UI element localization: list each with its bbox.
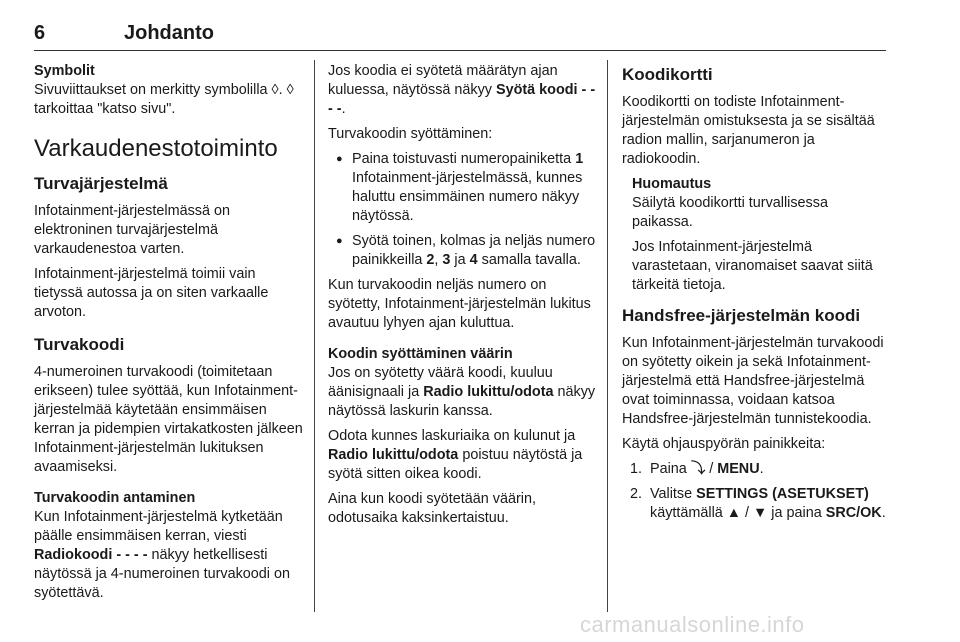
watermark: carmanualsonline.info <box>580 612 805 637</box>
security-paragraph-2: Infotainment-järjestelmä toimii vain tietyssä autossa ja on siten varkaalle arvoton. <box>34 266 269 320</box>
down-arrow-icon: ▼ <box>753 505 768 521</box>
handsfree-heading: Handsfree-järjestelmän koodi <box>622 306 861 325</box>
unlock-paragraph: Kun turvakoodin neljäs numero on syötetty, Infotainment-järjestelmän lukitus avautuu lyhyen ajan kuluttua. <box>328 277 591 331</box>
column-1 <box>34 62 304 609</box>
header-rule <box>34 50 886 51</box>
note-block <box>632 175 890 295</box>
handsfree-intro: Käytä ohjauspyörän painikkeita: <box>622 436 826 452</box>
note-paragraph-2: Jos Infotainment-järjestelmä varastetaan, viranomaiset saavat siitä tärkeitä tietoja. <box>632 239 873 293</box>
security-heading: Turvajärjestelmä <box>34 174 168 193</box>
code-card-heading: Koodikortti <box>622 65 713 84</box>
code-heading: Turvakoodi <box>34 335 125 354</box>
note-heading: Huomautus <box>632 176 712 192</box>
entering-heading: Turvakoodin antaminen <box>34 490 196 506</box>
column-divider-1 <box>314 60 315 612</box>
list-item: 1. Paina ⤵ / MENU. <box>630 461 764 477</box>
code-card-paragraph: Koodikortti on todiste Infotainment-järjestelmän omistuksesta ja se sisältää radion mallin, sarjanumeron ja radiokoodin. <box>622 94 875 167</box>
doubling-paragraph: Aina kun koodi syötetään väärin, odotusaika kaksinkertaistuu. <box>328 491 536 526</box>
note-paragraph-1: Säilytä koodikortti turvallisessa paikassa. <box>632 195 828 230</box>
column-2 <box>328 62 598 534</box>
list-item: ● Paina toistuvasti numeropainiketta 1 Infotainment-järjestelmässä, kunnes haluttu ensimmäinen numero näkyy näytössä. <box>328 150 598 226</box>
code-paragraph: 4-numeroinen turvakoodi (toimitetaan erikseen) tulee syöttää, kun Infotainment-järjestelmää käytetään ensimmäisen kerran ja pidempien virtakatkosten jälkeen Infotainment-järjestelmän lukituksen avaamiseksi. <box>34 364 303 475</box>
handsfree-paragraph: Kun Infotainment-järjestelmän turvakoodi on syötetty oikein ja sekä Infotainment-järjestelmä että Handsfree-järjestelmä ovat toiminnassa, voidaan katsoa Handsfree-järjestelmän tunnistekoodia. <box>622 335 884 427</box>
list-item: ● Syötä toinen, kolmas ja neljäs numero painikkeilla 2, 3 ja 4 samalla tavalla. <box>328 232 598 270</box>
column-divider-2 <box>607 60 608 612</box>
wrong-code-paragraph: Jos on syötetty väärä koodi, kuuluu äänisignaali ja Radio lukittu/odota näkyy näytössä laskurin kanssa. <box>328 365 596 419</box>
symbols-text: Sivuviittaukset on merkitty symbolilla ◊. ◊ tarkoittaa "katso sivu". <box>34 82 294 117</box>
section-heading: Varkaudenestotoiminto <box>34 135 278 162</box>
column-3 <box>622 62 890 529</box>
entering-steps <box>328 150 598 270</box>
page-title: Johdanto <box>124 22 214 44</box>
phone-icon: ⤵ <box>690 461 706 477</box>
up-arrow-icon: ▲ <box>726 505 742 521</box>
entering-paragraph: Kun Infotainment-järjestelmä kytketään päälle ensimmäisen kerran, viesti Radiokoodi - - - - näkyy hetkellisesti näytössä ja 4-numeroinen turvakoodi on syötettävä. <box>34 509 290 601</box>
handsfree-steps <box>622 460 890 523</box>
symbols-heading: Symbolit <box>34 63 95 79</box>
timeout-paragraph: Jos koodia ei syötetä määrätyn ajan kuluessa, näytössä näkyy Syötä koodi - - - -. <box>328 63 596 117</box>
wait-paragraph: Odota kunnes laskuriaika on kulunut ja Radio lukittu/odota poistuu näytöstä ja syötä sitten oikea koodi. <box>328 428 583 482</box>
entering-intro: Turvakoodin syöttäminen: <box>328 126 493 142</box>
list-item: 2. Valitse SETTINGS (ASETUKSET) käyttämällä ▲ / ▼ ja paina SRC/OK. <box>630 486 886 521</box>
wrong-code-heading: Koodin syöttäminen väärin <box>328 346 513 362</box>
page-header <box>34 22 886 52</box>
page-number: 6 <box>34 22 46 44</box>
security-paragraph-1: Infotainment-järjestelmässä on elektroninen turvajärjestelmä varkaudenestoa varten. <box>34 203 230 257</box>
